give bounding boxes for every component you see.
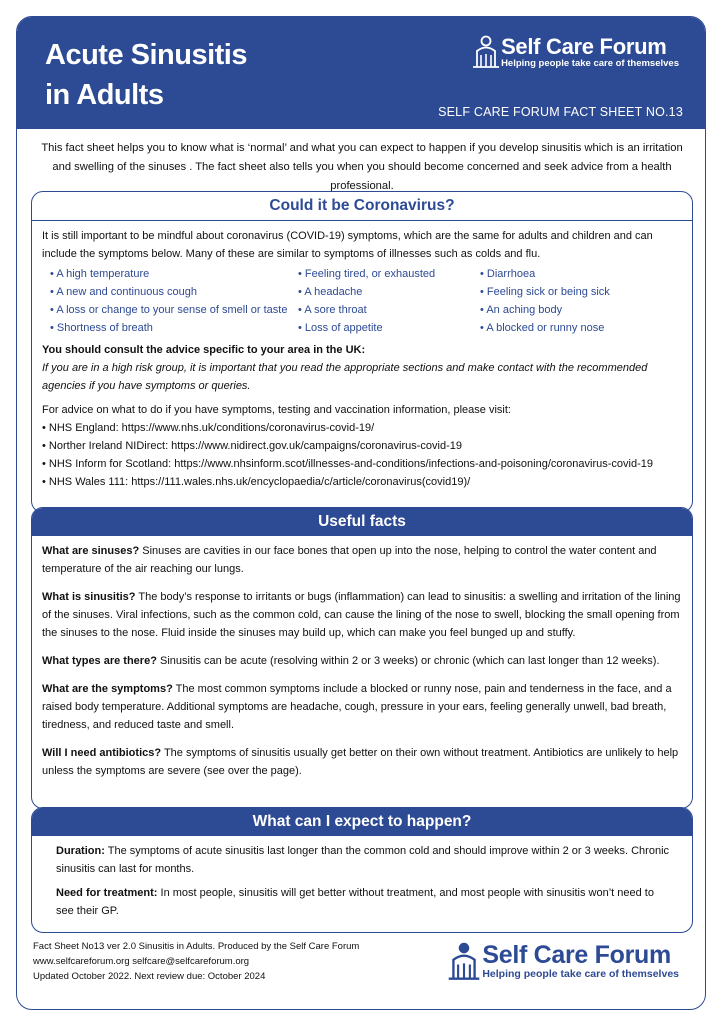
expect-item	[56, 884, 670, 920]
footer-line: Fact Sheet No13 ver 2.0 Sinusitis in Adults. Produced by the Self Care Forum	[33, 941, 360, 952]
consult-text: If you are in a high risk group, it is important that you read the appropriate sections and make contact with the recommended agencies if you have symptoms or queries.	[42, 362, 648, 392]
symptom-list	[50, 265, 682, 337]
fact-sheet-page	[16, 16, 706, 1010]
useful-facts-section	[31, 507, 693, 809]
fact-item	[42, 680, 682, 734]
logo-tagline: Helping people take care of themselves	[501, 57, 679, 69]
symptom-item: • Loss of appetite	[298, 319, 480, 337]
page-title	[45, 35, 247, 115]
fact-answer: Sinusitis can be acute (resolving within 2 or 3 weeks) or chronic (which can last longer than 12 weeks).	[159, 655, 660, 667]
self-care-family-icon	[446, 941, 482, 981]
logo-name: Self Care Forum	[482, 940, 671, 969]
symptom-item: • A blocked or runny nose	[480, 319, 680, 337]
fact-question: What types are there?	[42, 655, 157, 667]
header-banner	[17, 17, 705, 129]
fact-item	[42, 542, 682, 578]
advice-link[interactable]: • Norther Ireland NIDirect: https://www.nidirect.gov.uk/campaigns/coronavirus-covid-19	[42, 437, 682, 455]
coronavirus-section	[31, 191, 693, 513]
intro-paragraph: This fact sheet helps you to know what is ‘normal’ and what you can expect to happen if you develop sinusitis which is an irritation and swelling of the sinuses . The fact sheet also tells you when you should become concerned and seek advice from a health professional.	[41, 142, 683, 192]
title-line-2: in Adults	[45, 79, 164, 111]
symptom-item: • Feeling sick or being sick	[480, 283, 680, 301]
coronavirus-intro: It is still important to be mindful about coronavirus (COVID-19) symptoms, which are the same for adults and children and can include the symptoms below. Many of these are similar to symptoms of illnesses such as colds and flu.	[42, 230, 653, 260]
fact-question: What is sinusitis?	[42, 591, 136, 603]
footer-line: Updated October 2022. Next review due: October 2024	[33, 971, 266, 982]
fact-answer: Sinuses are cavities in our face bones that open up into the nose, helping to control the water content and temperature of the air reaching our lungs.	[42, 545, 657, 575]
fact-item	[42, 588, 682, 642]
advice-links	[42, 419, 682, 491]
consult-heading: You should consult the advice specific to your area in the UK:	[42, 344, 366, 356]
fact-question: What are the symptoms?	[42, 683, 173, 695]
fact-answer: The symptoms of sinusitis usually get better on their own without treatment. Antibiotics are unlikely to help unless the symptoms are severe (see over the page).	[42, 747, 679, 777]
footer-credits	[33, 939, 359, 984]
fact-answer: The body’s response to irritants or bugs (inflammation) can lead to sinusitis: a swelling and irritation of the lining of the sinuses. Viral infections, such as the common cold, can cause the lining of the nose to swell, blocking the small opening from the sinuses to the nose. Fluid inside the sinuses may build up, which can make you feel bunged up and stuffy.	[42, 591, 681, 639]
self-care-forum-logo-bottom	[446, 941, 679, 981]
fact-question: Will I need antibiotics?	[42, 747, 162, 759]
symptom-item: • Shortness of breath	[50, 319, 298, 337]
expect-label: Duration:	[56, 845, 105, 857]
expect-text: In most people, sinusitis will get better without treatment, and most people with sinusitis won’t need to see their GP.	[56, 887, 654, 917]
expect-section	[31, 807, 693, 933]
fact-sheet-number: SELF CARE FORUM FACT SHEET NO.13	[438, 105, 683, 119]
self-care-family-icon	[471, 35, 501, 69]
symptom-item: • A high temperature	[50, 265, 298, 283]
advice-link[interactable]: • NHS Inform for Scotland: https://www.nhsinform.scot/illnesses-and-conditions/infections-and-poisoning/coronavirus-covid-19	[42, 455, 682, 473]
expect-label: Need for treatment:	[56, 887, 158, 899]
coronavirus-heading: Could it be Coronavirus?	[32, 192, 692, 221]
useful-facts-heading: Useful facts	[32, 508, 692, 536]
symptom-item: • An aching body	[480, 301, 680, 319]
symptom-item: • A headache	[298, 283, 480, 301]
fact-question: What are sinuses?	[42, 545, 140, 557]
footer-line: www.selfcareforum.org selfcare@selfcareforum.org	[33, 956, 250, 967]
symptom-item: • Feeling tired, or exhausted	[298, 265, 480, 283]
symptom-item: • A sore throat	[298, 301, 480, 319]
fact-item	[42, 744, 682, 780]
title-line-1: Acute Sinusitis	[45, 39, 247, 71]
advice-intro: For advice on what to do if you have symptoms, testing and vaccination information, please visit:	[42, 404, 511, 416]
expect-text: The symptoms of acute sinusitis last longer than the common cold and should improve within 2 or 3 weeks. Chronic sinusitis can last for months.	[56, 845, 670, 875]
self-care-forum-logo	[471, 35, 679, 69]
fact-answer: The most common symptoms include a blocked or runny nose, pain and tenderness in the face, and a raised body temperature. Additional symptoms are headache, cough, pressure in your ears, feeling generally unwell, bad breath, tiredness, and reduced taste and smell.	[42, 683, 672, 731]
logo-tagline: Helping people take care of themselves	[482, 967, 679, 980]
expect-item	[56, 842, 670, 878]
fact-item	[42, 652, 682, 670]
symptom-item: • Diarrhoea	[480, 265, 680, 283]
symptom-item: • A loss or change to your sense of smell or taste	[50, 301, 298, 319]
expect-heading: What can I expect to happen?	[32, 808, 692, 836]
advice-link[interactable]: • NHS England: https://www.nhs.uk/conditions/coronavirus-covid-19/	[42, 419, 682, 437]
logo-name: Self Care Forum	[501, 33, 667, 59]
advice-link[interactable]: • NHS Wales 111: https://111.wales.nhs.uk/encyclopaedia/c/article/coronavirus(covid19)/	[42, 473, 682, 491]
symptom-item: • A new and continuous cough	[50, 283, 298, 301]
